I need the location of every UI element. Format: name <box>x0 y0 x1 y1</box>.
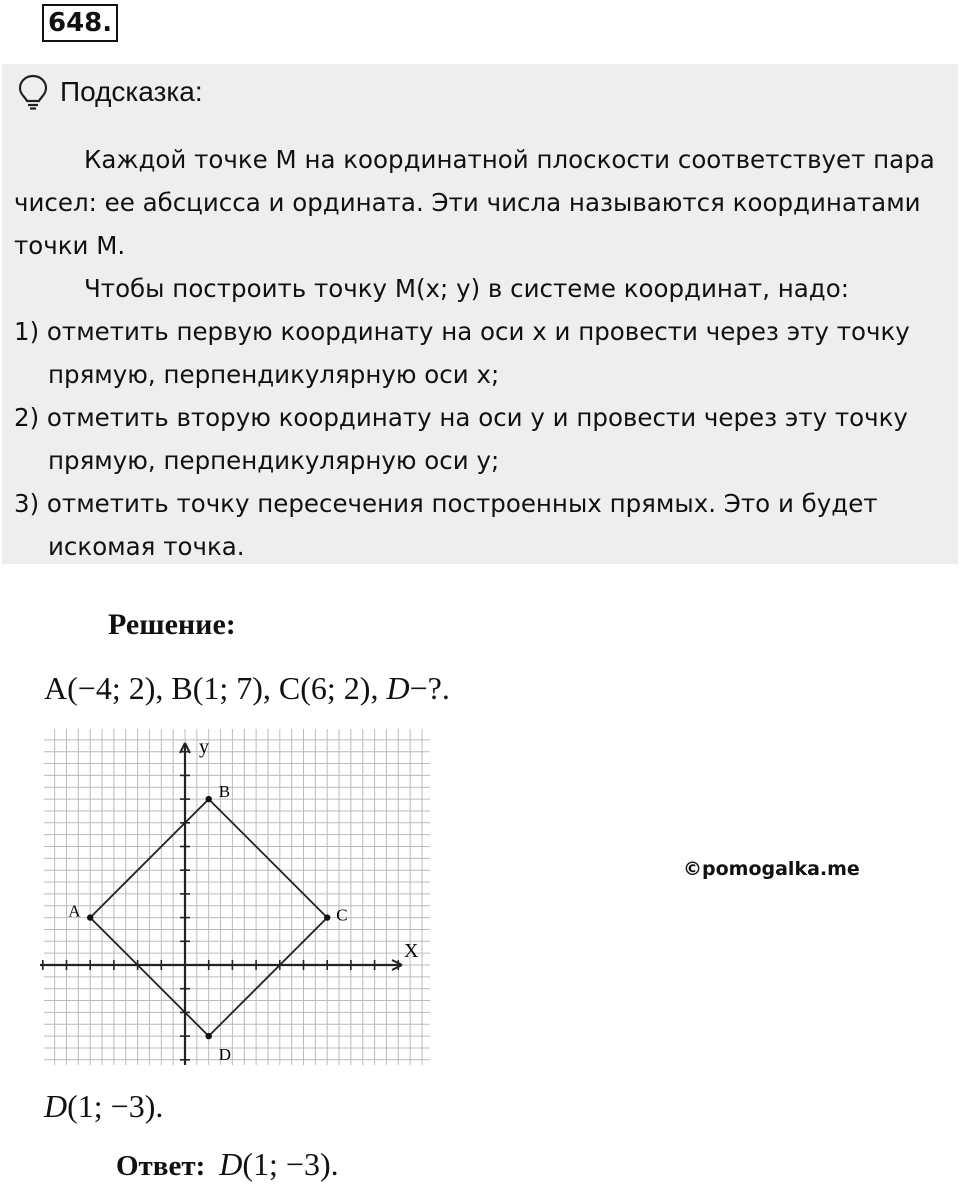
point-c <box>324 914 330 920</box>
result-coords: (1; −3). <box>67 1088 164 1124</box>
hint-paragraph-2: Чтобы построить точку М(х; у) в системе координат, надо: <box>84 274 849 303</box>
result-var: D <box>44 1088 68 1124</box>
answer-line <box>116 1146 339 1183</box>
given-prefix: A(−4; 2), B(1; 7), C(6; 2), <box>44 670 387 706</box>
point-label-a: A <box>68 901 81 921</box>
problem-number: 648. <box>42 4 118 42</box>
answer-coords: (1; −3). <box>242 1146 339 1182</box>
given-statement <box>44 670 450 707</box>
given-var: D <box>386 670 410 706</box>
coordinate-plane <box>40 725 440 1070</box>
point-label-b: B <box>218 782 231 802</box>
credit-watermark: ©pomogalka.me <box>683 858 860 880</box>
hint-paragraph-1: Каждой точке М на координатной плоскости соответствует пара чисел: ее абсцисса и ордината. Эти числа называются координатами точки М. <box>14 145 935 260</box>
answer-var: D <box>219 1146 243 1182</box>
result-statement <box>44 1088 163 1125</box>
given-suffix: −?. <box>409 670 450 706</box>
hint-header <box>18 74 203 110</box>
point-label-c: C <box>336 905 348 925</box>
lightbulb-icon <box>18 74 48 110</box>
hint-step-2: 2) отметить вторую координату на оси у и провести через эту точку прямую, перпендикулярную оси у; <box>14 403 908 475</box>
solution-title: Решение: <box>108 608 236 641</box>
point-b <box>206 796 212 802</box>
answer-label: Ответ: <box>116 1150 206 1182</box>
point-a <box>87 914 93 920</box>
hint-step-3: 3) отметить точку пересечения построенных прямых. Это и будет искомая точка. <box>14 489 878 561</box>
point-d <box>206 1033 212 1039</box>
y-axis-label: y <box>199 736 209 758</box>
hint-title: Подсказка: <box>60 76 203 107</box>
x-axis-label: X <box>404 940 419 962</box>
point-label-d: D <box>218 1045 231 1065</box>
hint-text <box>14 138 949 568</box>
hint-step-1: 1) отметить первую координату на оси х и провести через эту точку прямую, перпендикулярную оси х; <box>14 317 910 389</box>
